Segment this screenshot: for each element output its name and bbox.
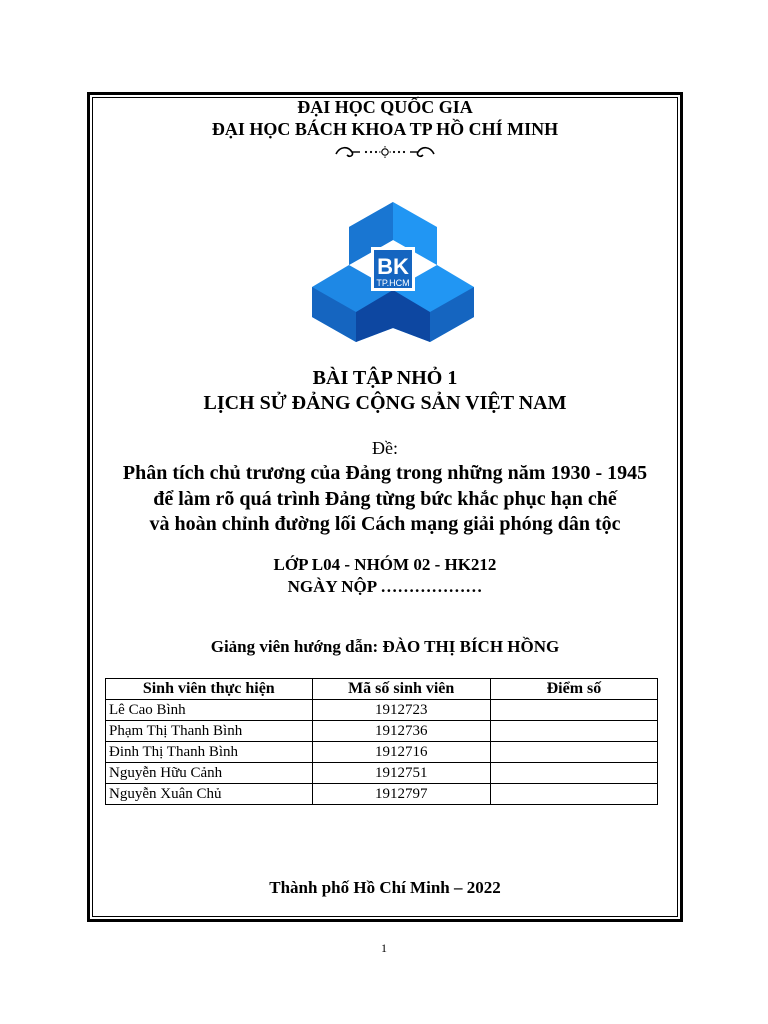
- university-logo: [312, 202, 474, 342]
- topic-line-1: Phân tích chủ trương của Đảng trong những năm 1930 - 1945: [122, 462, 648, 484]
- student-score: [490, 763, 657, 784]
- student-name: Nguyễn Hữu Cảnh: [106, 763, 313, 784]
- logo-text-sub: TP.HCM: [376, 278, 410, 288]
- instructor-line: Giảng viên hướng dẫn: ĐÀO THỊ BÍCH HỒNG: [210, 637, 560, 656]
- student-name: Đinh Thị Thanh Bình: [106, 742, 313, 763]
- table-row: [106, 721, 658, 742]
- student-id: 1912751: [312, 763, 490, 784]
- student-score: [490, 700, 657, 721]
- topic-line-2: để làm rõ quá trình Đảng từng bức khắc phục hạn chế: [153, 488, 617, 510]
- logo-text-main: BK: [377, 254, 409, 279]
- table-row: [106, 784, 658, 805]
- table-row: [106, 763, 658, 784]
- school-name: ĐẠI HỌC BÁCH KHOA TP HỒ CHÍ MINH: [211, 119, 559, 139]
- subject-title: LỊCH SỬ ĐẢNG CỘNG SẢN VIỆT NAM: [203, 392, 567, 414]
- student-name: Lê Cao Bình: [106, 700, 313, 721]
- place-and-year: Thành phố Hồ Chí Minh – 2022: [269, 878, 501, 897]
- topic-label: Đề:: [372, 438, 398, 458]
- table-row: [106, 742, 658, 763]
- student-score: [490, 784, 657, 805]
- university-name: ĐẠI HỌC QUỐC GIA: [297, 97, 473, 117]
- header-student: Sinh viên thực hiện: [106, 679, 313, 700]
- student-score: [490, 742, 657, 763]
- student-table: [105, 678, 658, 805]
- assignment-title: BÀI TẬP NHỎ 1: [312, 367, 458, 389]
- student-score: [490, 721, 657, 742]
- header-student-id: Mã số sinh viên: [312, 679, 490, 700]
- header-score: Điểm số: [490, 679, 657, 700]
- student-id: 1912736: [312, 721, 490, 742]
- student-id: 1912723: [312, 700, 490, 721]
- submission-date: NGÀY NỘP ………………: [287, 577, 483, 596]
- ornament-divider: [88, 141, 682, 163]
- page-number: 1: [381, 941, 387, 955]
- table-header-row: [106, 679, 658, 700]
- student-name: Phạm Thị Thanh Bình: [106, 721, 313, 742]
- class-group-info: LỚP L04 - NHÓM 02 - HK212: [273, 555, 497, 574]
- student-name: Nguyễn Xuân Chủ: [106, 784, 313, 805]
- student-id: 1912797: [312, 784, 490, 805]
- topic-line-3: và hoàn chỉnh đường lối Cách mạng giải phóng dân tộc: [149, 513, 621, 535]
- student-id: 1912716: [312, 742, 490, 763]
- table-row: [106, 700, 658, 721]
